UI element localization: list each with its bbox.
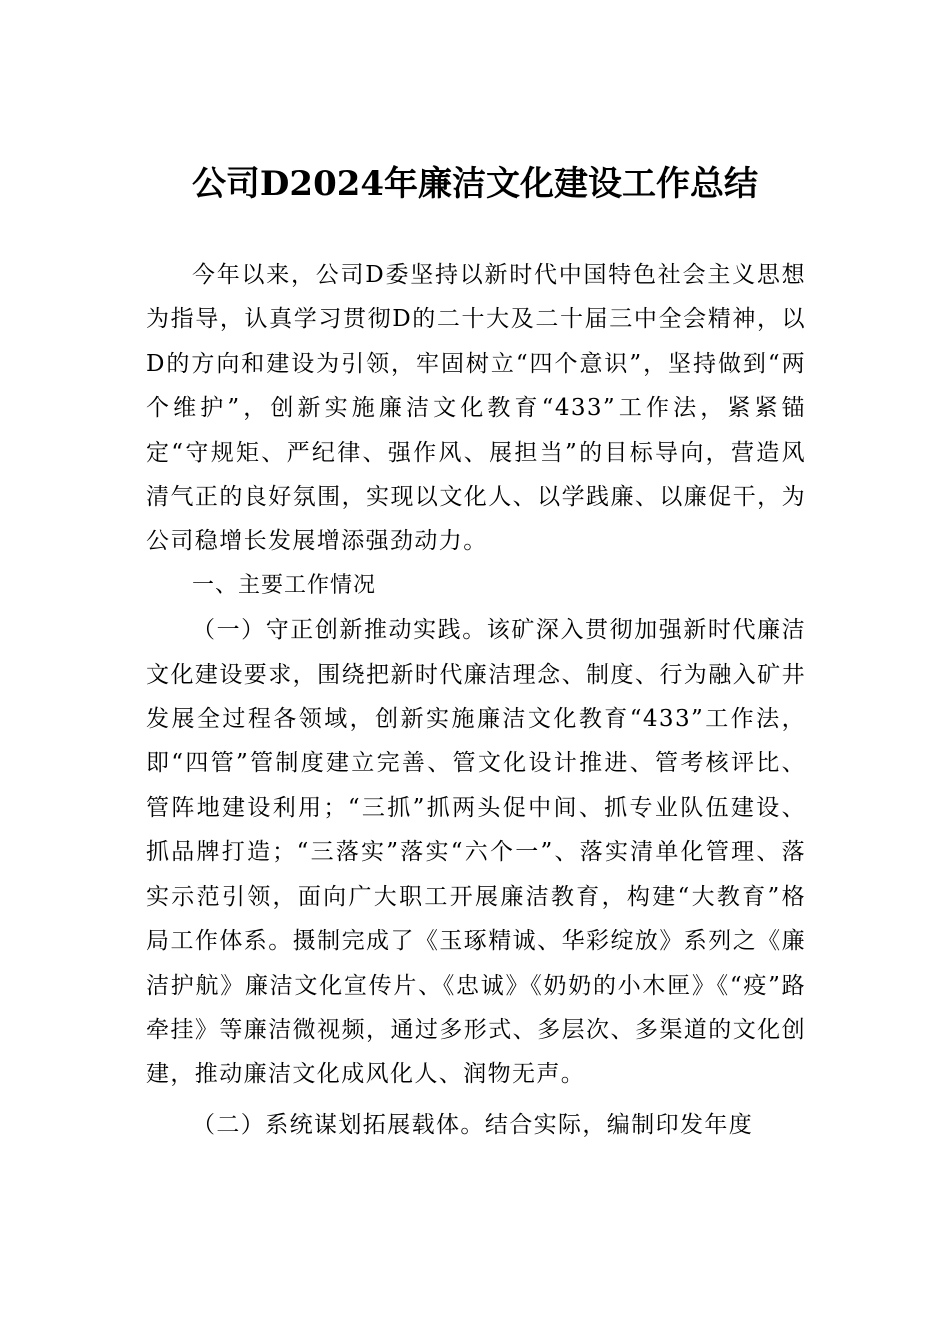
subsection-1-paragraph	[146, 608, 806, 1096]
subsection-1-text: 该矿深入贯彻加强新时代廉洁文化建设要求，围绕把新时代廉洁理念、制度、行为融入矿井发展全过程各领域，创新实施廉洁文化教育“433”工作法，即“四管”管制度建立完善、管文化设计推进、管考核评比、管阵地建设利用；“三抓”抓两头促中间、抓专业队伍建设、抓品牌打造；“三落实”落实“六个一”、落实清单化管理、落实示范引领，面向广大职工开展廉洁教育，构建“大教育”格局工作体系。摄制完成了《玉琢精诚、华彩绽放》系列之《廉洁护航》廉洁文化宣传片、《忠诚》《奶奶的小木匣》《“疫”路牵挂》等廉洁微视频，通过多形式、多层次、多渠道的文化创建，推动廉洁文化成风化人、润物无声。	[146, 617, 806, 1088]
subsection-2-heading: （二）系统谋划拓展载体。	[192, 1111, 485, 1138]
intro-paragraph: 今年以来，公司D委坚持以新时代中国特色社会主义思想为指导，认真学习贯彻D的二十大及二十届三中全会精神，以D的方向和建设为引领，牢固树立“四个意识”，坚持做到“两个维护”，创新实施廉洁文化教育“433”工作法，紧紧锚定“守规矩、严纪律、强作风、展担当”的目标导向，营造风清气正的良好氛围，实现以文化人、以学践廉、以廉促干，为公司稳增长发展增添强劲动力。	[146, 262, 806, 555]
document-title: 公司D2024年廉洁文化建设工作总结	[191, 164, 759, 204]
subsection-2-text: 结合实际，编制印发年度	[484, 1111, 754, 1138]
document-body	[146, 253, 806, 1147]
subsection-1-heading: （一）守正创新推动实践。	[192, 617, 487, 644]
section-heading-main-work: 一、主要工作情况	[192, 572, 377, 598]
subsection-2-paragraph	[146, 1103, 806, 1147]
